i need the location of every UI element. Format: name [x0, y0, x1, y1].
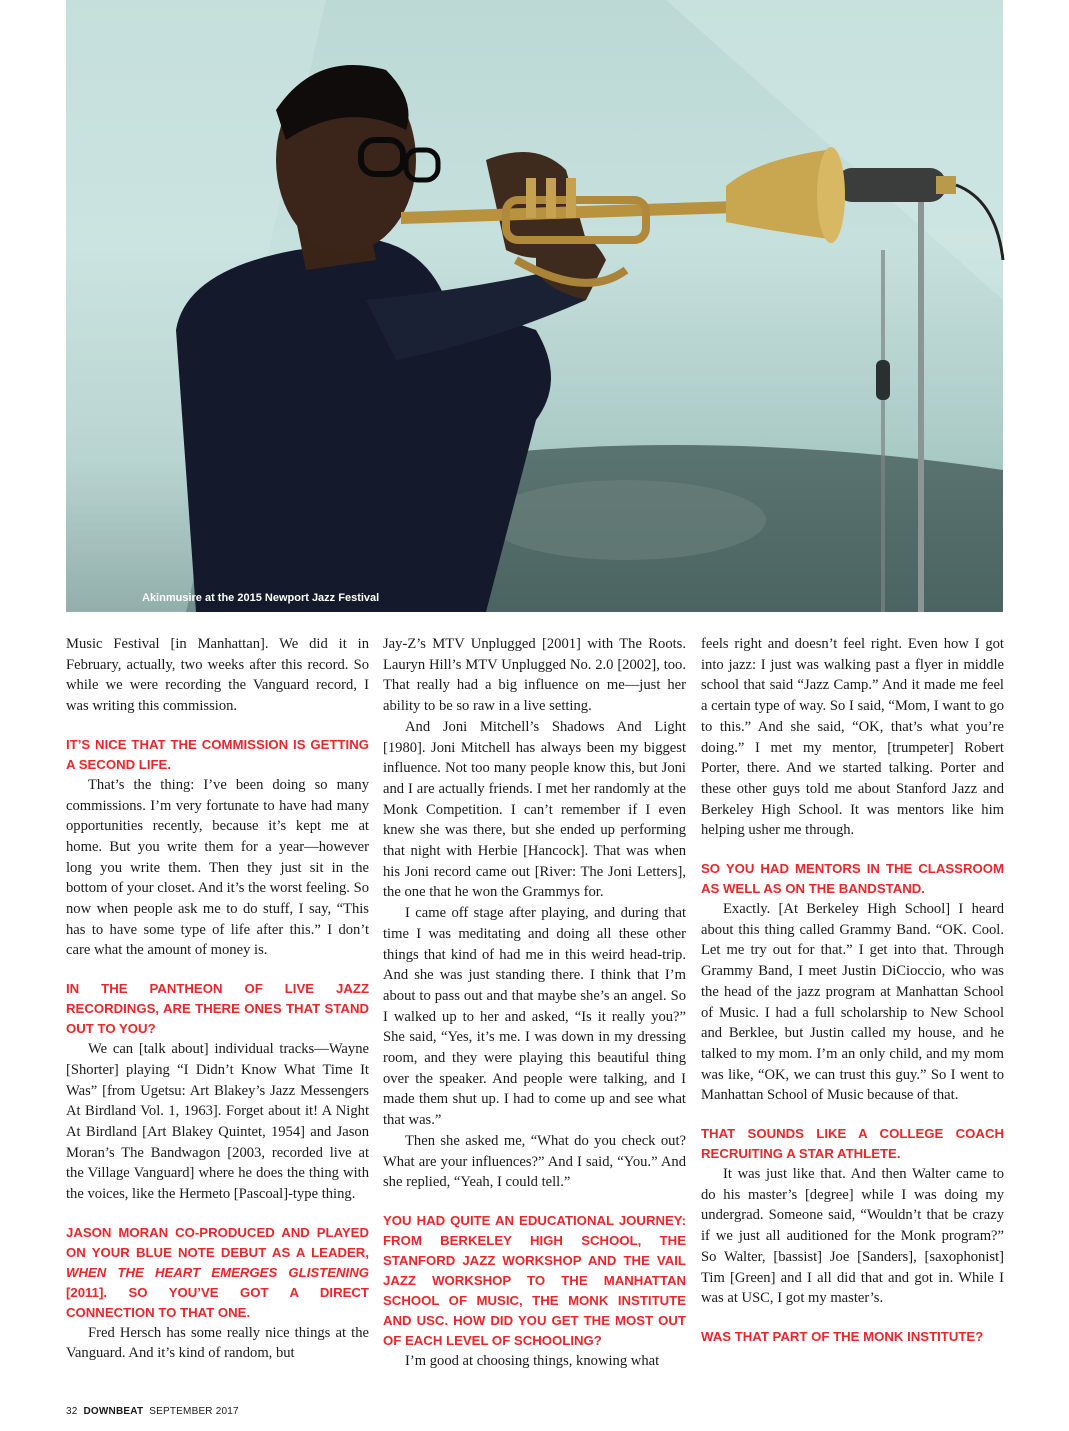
- interview-question: THAT SOUNDS LIKE A COLLEGE COACH RECRUITING A STAR ATHLETE.: [701, 1126, 1004, 1162]
- trumpeter-illustration: [66, 0, 1003, 612]
- issue-date: SEPTEMBER 2017: [149, 1406, 239, 1417]
- article-column-3: [701, 634, 1004, 1347]
- photo-credit: STEVEN SUSSMAN: [1049, 16, 1059, 114]
- paragraph: Then she asked me, “What do you check out? What are your influences?” And I said, “You.” And she replied, “Yeah, I could tell.”: [383, 1132, 686, 1191]
- paragraph: Jay-Z’s MTV Unplugged [2001] with The Roots. Lauryn Hill’s MTV Unplugged No. 2.0 [2002], too. That really had a big influence on me—just her ability to be so raw in a live setting.: [383, 636, 686, 715]
- paragraph: It was just like that. And then Walter came to do his master’s [degree] while I was doing my undergrad. Someone said, “Wouldn’t that be crazy if we just all auditioned for the Monk program?” So Walter, [bassist] Joe [Sanders], [saxophonist] Tim [Green] and I all did that and got in. While I was at USC, I got my master’s.: [701, 1166, 1004, 1307]
- paragraph: That’s the thing: I’ve been doing so many commissions. I’m very fortunate to have had many opportunities recently, because it’s kept me at home. But you write them for a year—however long you write them. Then they just sit in the bottom of your closet. And it’s the worst feeling. So now when people ask me to do stuff, I say, “This has to have some type of life after this.” I don’t care what the amount of money is.: [66, 776, 369, 959]
- interview-question: [66, 1223, 369, 1323]
- paragraph: I’m good at choosing things, knowing what: [405, 1352, 660, 1369]
- album-title: WHEN THE HEART EMERGES GLISTENING: [66, 1264, 369, 1280]
- interview-question: WAS THAT PART OF THE MONK INSTITUTE?: [701, 1328, 984, 1344]
- interview-question: IN THE PANTHEON OF LIVE JAZZ RECORDINGS, ARE THERE ONES THAT STAND OUT TO YOU?: [66, 981, 369, 1037]
- question-text: JASON MORAN CO-PRODUCED AND PLAYED ON YOUR BLUE NOTE DEBUT AS A LEADER,: [66, 1224, 369, 1260]
- paragraph: Music Festival [in Manhattan]. We did it in February, actually, two weeks after this record. So while we were recording the Vanguard record, I was writing this commission.: [66, 636, 369, 715]
- interview-question: IT’S NICE THAT THE COMMISSION IS GETTING A SECOND LIFE.: [66, 736, 369, 772]
- article-column-1: [66, 634, 369, 1364]
- interview-question: SO YOU HAD MENTORS IN THE CLASSROOM AS WELL AS ON THE BANDSTAND.: [701, 861, 1004, 897]
- paragraph: And Joni Mitchell’s Shadows And Light [1980]. Joni Mitchell has always been my biggest influence. Not too many people know this, but Joni and I are actually friends. I met her randomly at the Monk Competition. I can’t remember if I even knew she was there, but she ended up performing that night with Herbie [Hancock]. That was when his Joni record came out [River: The Joni Letters], the one that he won the Grammys for.: [383, 718, 686, 901]
- hero-photo: [66, 0, 1059, 612]
- paragraph: Fred Hersch has some really nice things at the Vanguard. And it’s kind of random, but: [66, 1324, 369, 1362]
- photo-caption: Akinmusire at the 2015 Newport Jazz Festival: [142, 592, 380, 604]
- article-column-2: [383, 634, 686, 1372]
- interview-question: YOU HAD QUITE AN EDUCATIONAL JOURNEY: FROM BERKELEY HIGH SCHOOL, THE STANFORD JAZZ WORKSHOP AND THE VAIL JAZZ WORKSHOP TO THE MANHATTAN SCHOOL OF MUSIC, THE MONK INSTITUTE AND USC. HOW DID YOU GET THE MOST OUT OF EACH LEVEL OF SCHOOLING?: [383, 1212, 686, 1348]
- paragraph: We can [talk about] individual tracks—Wayne [Shorter] playing “I Didn’t Know What Time It Was” [from Ugetsu: Art Blakey’s Jazz Messengers At Birdland Vol. 1, 1963]. Forget about it! A Night At Birdland [Art Blakey Quintet, 1954] and Jason Moran’s The Bandwagon [2003, recorded live at the Village Vanguard] where he does the thing with the voices, like the Hermeto [Pascoal]-type thing.: [66, 1041, 369, 1203]
- paragraph: I came off stage after playing, and during that time I was meditating and doing all these other things that kind of had me in this weird head-trip. And she was just standing there. I think that I’m about to pass out and that maybe she’s an angel. So I walked up to her and asked, “Is it really you?” She said, “Yes, it’s me. I was down in my dressing room, and they were playing this beautiful thing over the speaker. And people were talking, and I made them shut up. I had to come up and see what that was.”: [383, 905, 686, 1129]
- paragraph: feels right and doesn’t feel right. Even how I got into jazz: I just was walking past a flyer in middle school that said “Jazz Camp.” And it made me feel a certain type of way. So I said, “Mom, I want to go to this.” And she said, “OK, that’s what you’re doing.” I met my mentor, [trumpeter] Robert Porter, there. And we started talking. Porter and these other guys told me about Stanford Jazz and Berkeley High School. It was mentors like him helping usher me through.: [701, 636, 1004, 839]
- page-footer: [66, 1406, 239, 1417]
- question-text: [2011]. SO YOU’VE GOT A DIRECT CONNECTION TO THAT ONE.: [66, 1284, 369, 1320]
- magazine-name: DOWNBEAT: [83, 1406, 144, 1417]
- page-number: 32: [66, 1406, 78, 1417]
- paragraph: Exactly. [At Berkeley High School] I heard about this thing called Grammy Band. “OK. Cool. Let me try out for that.” I get into that. Through Grammy Band, I meet Justin DiCioccio, who was the head of the jazz program at Manhattan School of Music. I had a full scholarship to New School and Berklee, but Justin called my house, and he talked to my mom. I’m an only child, and my mom was like, “OK, we can trust this guy.” So I went to Manhattan School of Music because of that.: [701, 901, 1004, 1104]
